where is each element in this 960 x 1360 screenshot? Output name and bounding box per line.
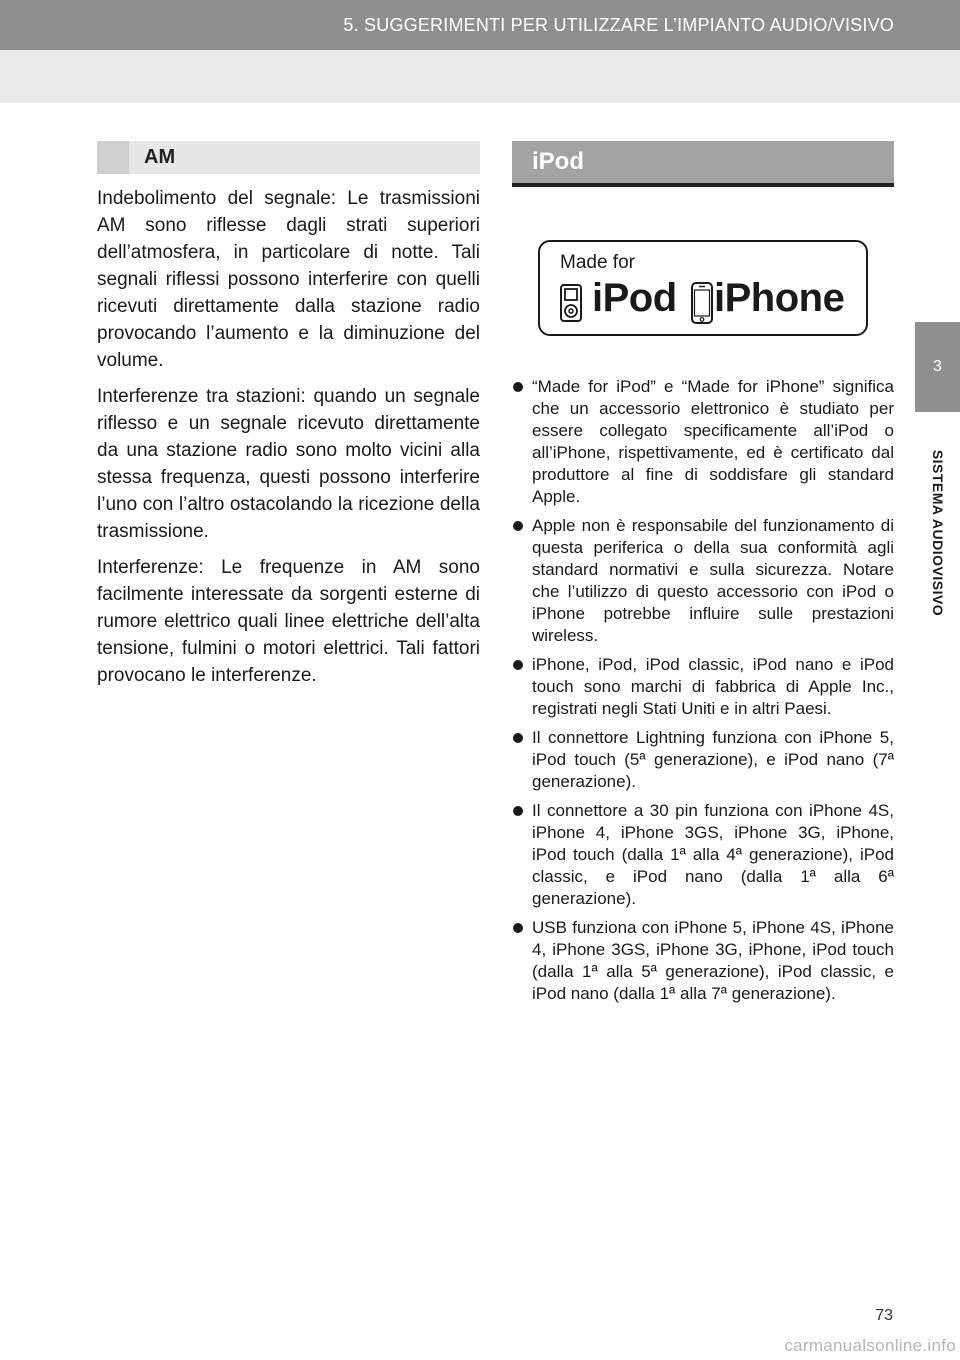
list-item-text: Il connettore Lightning funziona con iPhone 5, iPod touch (5ª generazione), e iPod nano (7ª generazione).: [532, 728, 894, 791]
bullet-icon: [513, 382, 523, 392]
ipod-bullet-list: [512, 376, 894, 1012]
list-item-text: iPhone, iPod, iPod classic, iPod nano e iPod touch sono marchi di fabbrica di Apple Inc., registrati negli Stati Uniti e in altri Paesi.: [532, 655, 894, 718]
list-item: [512, 376, 894, 508]
badge-made-for-text: Made for: [560, 252, 635, 273]
ipod-device-icon: [560, 284, 582, 322]
list-item: [512, 727, 894, 793]
list-item-text: USB funziona con iPhone 5, iPhone 4S, iPhone 4, iPhone 3GS, iPhone 3G, iPhone, iPod touch (dalla 1ª alla 5ª generazione), iPod classic, e iPod nano (dalla 1ª alla 7ª generazione).: [532, 918, 894, 1003]
am-paragraph: Interferenze: Le frequenze in AM sono facilmente interessate da sorgenti esterne di rumore elettrico quali linee elettriche dell’alta tensione, fulmini o motori elettrici. Tali fattori provocano le interferenze.: [97, 557, 480, 686]
bullet-icon: [513, 806, 523, 816]
am-section-body: [97, 185, 480, 698]
chapter-tab: [915, 322, 960, 412]
page-header: [0, 0, 960, 50]
list-item: [512, 515, 894, 647]
list-item: [512, 800, 894, 910]
list-item-text: Il connettore a 30 pin funziona con iPhone 4S, iPhone 4, iPhone 3GS, iPhone 3G, iPhone, iPod touch (dalla 1ª alla 4ª generazione), iPod classic, e iPod nano (dalla 1ª alla 6ª generazione).: [532, 801, 894, 908]
badge-ipod-text: iPod: [592, 276, 677, 320]
page-number: 73: [875, 1307, 893, 1324]
am-section-heading: [97, 141, 480, 174]
bullet-icon: [513, 733, 523, 743]
list-item-text: Apple non è responsabile del funzionamento di questa periferica o della sua conformità agli standard normativi e sulla sicurezza. Notare che l’utilizzo di questo accessorio con iPod o iPhone potrebbe influire sulle prestazioni wireless.: [532, 516, 894, 645]
bullet-icon: [513, 521, 523, 531]
am-paragraph: Interferenze tra stazioni: quando un segnale riflesso e un segnale ricevuto direttamente da una stazione radio sono molto vicini alla stessa frequenza, questi possono interferire l’uno con l’altro ostacolando la ricezione della trasmissione.: [97, 386, 480, 542]
list-item: [512, 917, 894, 1005]
made-for-ipod-iphone-badge: [538, 240, 868, 336]
am-heading-label: AM: [144, 146, 176, 168]
watermark: carmanualsonline.info: [784, 1336, 956, 1355]
ipod-section-heading: [512, 141, 894, 187]
chapter-side-label: [918, 420, 958, 645]
am-paragraph: Indebolimento del segnale: Le trasmissioni AM sono riflesse dagli strati superiori dell’atmosfera, in particolare di notte. Tali segnali riflessi possono interferire con quelli ricevuti direttamente dalla stazione radio provocando l’aumento e la diminuzione del volume.: [97, 188, 480, 371]
heading-stripe: [97, 141, 129, 174]
list-item-text: “Made for iPod” e “Made for iPhone” significa che un accessorio elettronico è studiato per essere collegato specificamente all’iPod o all’iPhone, rispettivamente, ed è certificato dal produttore al fine di soddisfare gli standard Apple.: [532, 377, 894, 506]
bullet-icon: [513, 660, 523, 670]
iphone-device-icon: [691, 282, 713, 324]
list-item: [512, 654, 894, 720]
chapter-side-label-text: SISTEMA AUDIOVISIVO: [930, 449, 946, 616]
bullet-icon: [513, 923, 523, 933]
chapter-title: 5. SUGGERIMENTI PER UTILIZZARE L’IMPIANTO AUDIO/VISIVO: [343, 15, 894, 35]
ipod-heading-label: iPod: [532, 148, 584, 175]
chapter-tab-number: 3: [933, 358, 942, 375]
badge-iphone-text: iPhone: [714, 276, 845, 320]
